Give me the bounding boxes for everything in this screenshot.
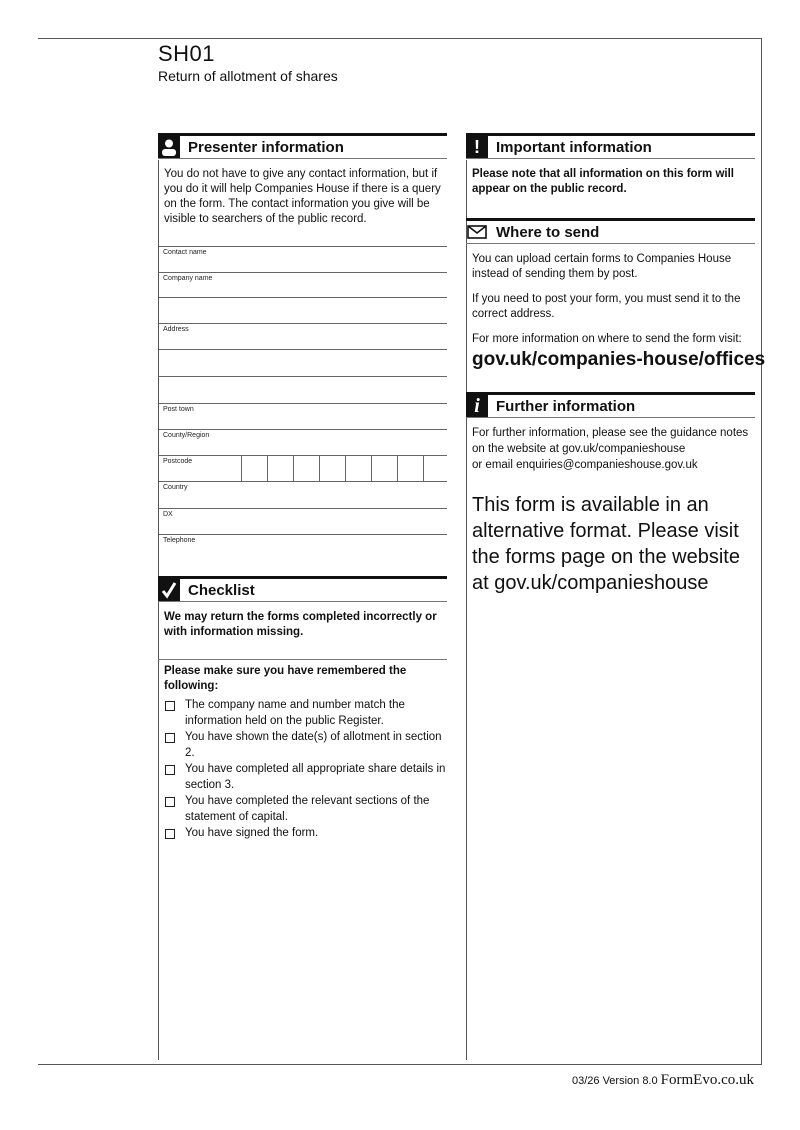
address-field-3[interactable] <box>159 376 447 402</box>
checklist-title: Checklist <box>188 581 255 599</box>
postcode-box[interactable] <box>319 456 342 481</box>
checkbox[interactable] <box>165 733 175 743</box>
brand-label: FormEvo.co.uk <box>660 1072 754 1088</box>
postcode-field[interactable] <box>159 455 447 481</box>
bottom-rule <box>38 1064 762 1065</box>
presenter-title: Presenter information <box>188 138 344 156</box>
address-field-2[interactable] <box>159 349 447 375</box>
send-paragraph-2: If you need to post your form, you must send it to the correct address. <box>472 293 741 320</box>
company-name-field-2[interactable] <box>159 297 447 323</box>
country-field[interactable] <box>159 481 447 507</box>
checklist-item[interactable] <box>163 825 447 841</box>
send-section-header <box>466 218 755 244</box>
important-section-header <box>466 133 755 159</box>
postcode-box[interactable] <box>293 456 316 481</box>
checklist-section-header <box>158 576 447 602</box>
right-rule <box>761 38 762 1065</box>
checkmark-icon <box>158 579 180 601</box>
checklist-items <box>163 697 447 841</box>
send-paragraph-3: For more information on where to send the form visit: <box>472 333 742 345</box>
checklist-item-text: You have signed the form. <box>185 827 319 839</box>
important-text: Please note that all information on this form will appear on the public record. <box>472 168 734 195</box>
checkbox[interactable] <box>165 797 175 807</box>
checklist-item-text: You have completed the relevant sections of the statement of capital. <box>185 795 430 823</box>
form-code: SH01 <box>158 41 216 66</box>
postcode-box[interactable] <box>371 456 394 481</box>
checklist-item-text: You have completed all appropriate share details in section 3. <box>185 763 446 791</box>
further-line-3: or email enquiries@companieshouse.gov.uk <box>472 459 698 471</box>
presenter-intro: You do not have to give any contact information, but if you do it will help Companies House if there is a query on the form. The contact information you give will be visible to searchers of the public record. <box>164 168 441 225</box>
telephone-field[interactable] <box>159 534 447 560</box>
form-title: Return of allotment of shares <box>158 68 338 84</box>
right-column-rule <box>466 160 467 1060</box>
info-icon: i <box>466 395 488 417</box>
checklist-item[interactable] <box>163 729 447 761</box>
send-title: Where to send <box>496 223 600 241</box>
post-town-field[interactable] <box>159 403 447 429</box>
checklist-item[interactable] <box>163 793 447 825</box>
postcode-box[interactable] <box>267 456 290 481</box>
alternative-format-notice: This form is available in an alternative format. Please visit the forms page on the website at gov.uk/companieshouse <box>472 494 740 594</box>
footer <box>572 1072 754 1089</box>
checkbox[interactable] <box>165 701 175 711</box>
checklist-item-text: You have shown the date(s) of allotment in section 2. <box>185 731 442 759</box>
postcode-box[interactable] <box>397 456 420 481</box>
postcode-box[interactable] <box>241 456 264 481</box>
postcode-label: Postcode <box>163 458 193 465</box>
checklist-divider <box>158 659 447 660</box>
envelope-icon <box>466 221 488 243</box>
checklist-intro: Please make sure you have remembered the following: <box>164 665 407 692</box>
exclamation-icon: ! <box>466 136 488 158</box>
company-name-field[interactable] <box>159 272 447 298</box>
post-town-label: Post town <box>163 406 194 413</box>
presenter-section-header <box>158 133 447 159</box>
offices-link[interactable]: gov.uk/companies-house/offices <box>472 349 766 370</box>
postcode-box[interactable] <box>423 456 446 481</box>
top-rule <box>38 38 762 39</box>
further-section-header <box>466 392 755 418</box>
version-label: 03/26 Version 8.0 <box>571 1075 658 1087</box>
important-title: Important information <box>496 138 652 156</box>
contact-name-field[interactable] <box>159 246 447 272</box>
checkbox[interactable] <box>165 765 175 775</box>
dx-field[interactable] <box>159 508 447 534</box>
send-paragraph-1: You can upload certain forms to Companies House instead of sending them by post. <box>472 253 732 280</box>
county-field[interactable] <box>159 429 447 455</box>
further-line-2: on the website at gov.uk/companieshouse <box>472 443 686 455</box>
checkbox[interactable] <box>165 829 175 839</box>
further-line-1: For further information, please see the guidance notes <box>472 427 749 439</box>
address-label: Address <box>163 326 189 333</box>
telephone-label: Telephone <box>163 537 196 544</box>
further-title: Further information <box>496 397 636 415</box>
person-icon <box>158 136 180 158</box>
dx-label: DX <box>163 511 173 518</box>
checklist-item[interactable] <box>163 761 447 793</box>
company-name-label: Company name <box>163 275 213 282</box>
county-label: County/Region <box>163 432 210 439</box>
country-label: Country <box>163 484 188 491</box>
address-field[interactable] <box>159 323 447 349</box>
checklist-item[interactable] <box>163 697 447 729</box>
checklist-warning: We may return the forms completed incorrectly or with information missing. <box>164 611 437 638</box>
checklist-item-text: The company name and number match the information held on the public Register. <box>185 699 405 727</box>
postcode-box[interactable] <box>345 456 368 481</box>
contact-name-label: Contact name <box>163 249 207 256</box>
